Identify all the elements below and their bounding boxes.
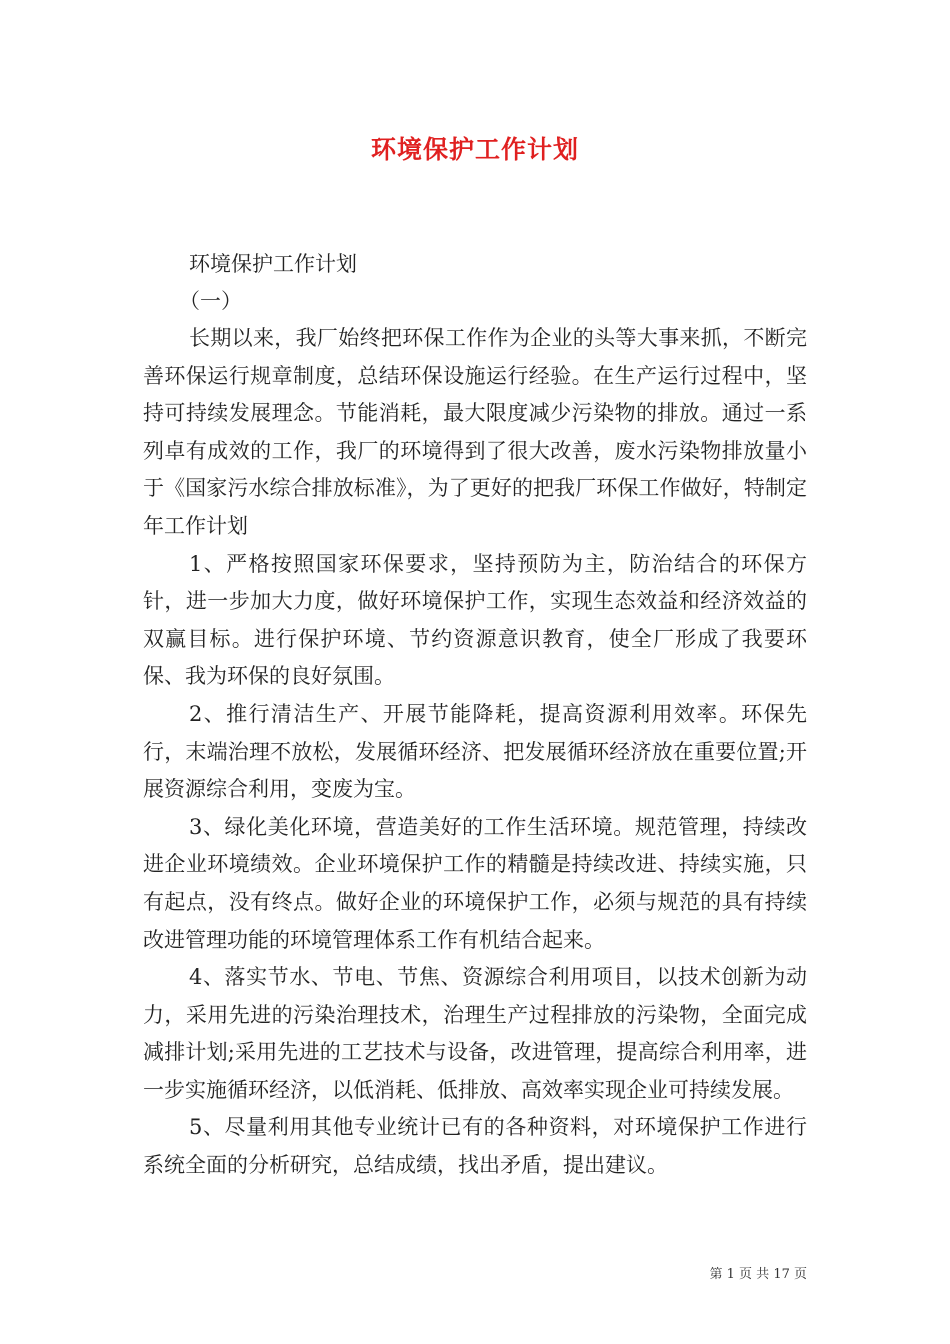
document-body — [143, 246, 807, 1185]
page-number: 第 1 页 共 17 页 — [709, 1267, 807, 1282]
paragraph-item-3: 3、绿化美化环境，营造美好的工作生活环境。规范管理，持续改进企业环境绩效。企业环境保护工作的精髓是持续改进、持续实施，只有起点，没有终点。做好企业的环境保护工作，必须与规范的具有持续改进管理功能的环境管理体系工作有机结合起来。 — [143, 814, 807, 952]
document-subtitle: 环境保护工作计划 — [189, 252, 357, 276]
section-number: （一） — [179, 289, 242, 313]
paragraph-item-2: 2、推行清洁生产、开展节能降耗，提高资源利用效率。环保先行，末端治理不放松，发展循环经济、把发展循环经济放在重要位置;开展资源综合利用，变废为宝。 — [143, 701, 807, 802]
document-title: 环境保护工作计划 — [370, 135, 579, 164]
paragraph-intro: 长期以来，我厂始终把环保工作作为企业的头等大事来抓，不断完善环保运行规章制度，总结环保设施运行经验。在生产运行过程中，坚持可持续发展理念。节能消耗，最大限度减少污染物的排放。通过一系列卓有成效的工作，我厂的环境得到了很大改善，废水污染物排放量小于《国家污水综合排放标准》，为了更好的把我厂环保工作做好，特制定年工作计划 — [143, 326, 807, 538]
paragraph-item-1: 1、严格按照国家环保要求，坚持预防为主，防治结合的环保方针，进一步加大力度，做好环境保护工作，实现生态效益和经济效益的双赢目标。进行保护环境、节约资源意识教育，使全厂形成了我要环保、我为环保的良好氛围。 — [143, 551, 807, 689]
paragraph-item-5: 5、尽量利用其他专业统计已有的各种资料，对环境保护工作进行系统全面的分析研究，总结成绩，找出矛盾，提出建议。 — [143, 1115, 807, 1178]
paragraph-item-4: 4、落实节水、节电、节焦、资源综合利用项目，以技术创新为动力，采用先进的污染治理技术，治理生产过程排放的污染物，全面完成减排计划;采用先进的工艺技术与设备，改进管理，提高综合利用率，进一步实施循环经济，以低消耗、低排放、高效率实现企业可持续发展。 — [143, 965, 807, 1102]
